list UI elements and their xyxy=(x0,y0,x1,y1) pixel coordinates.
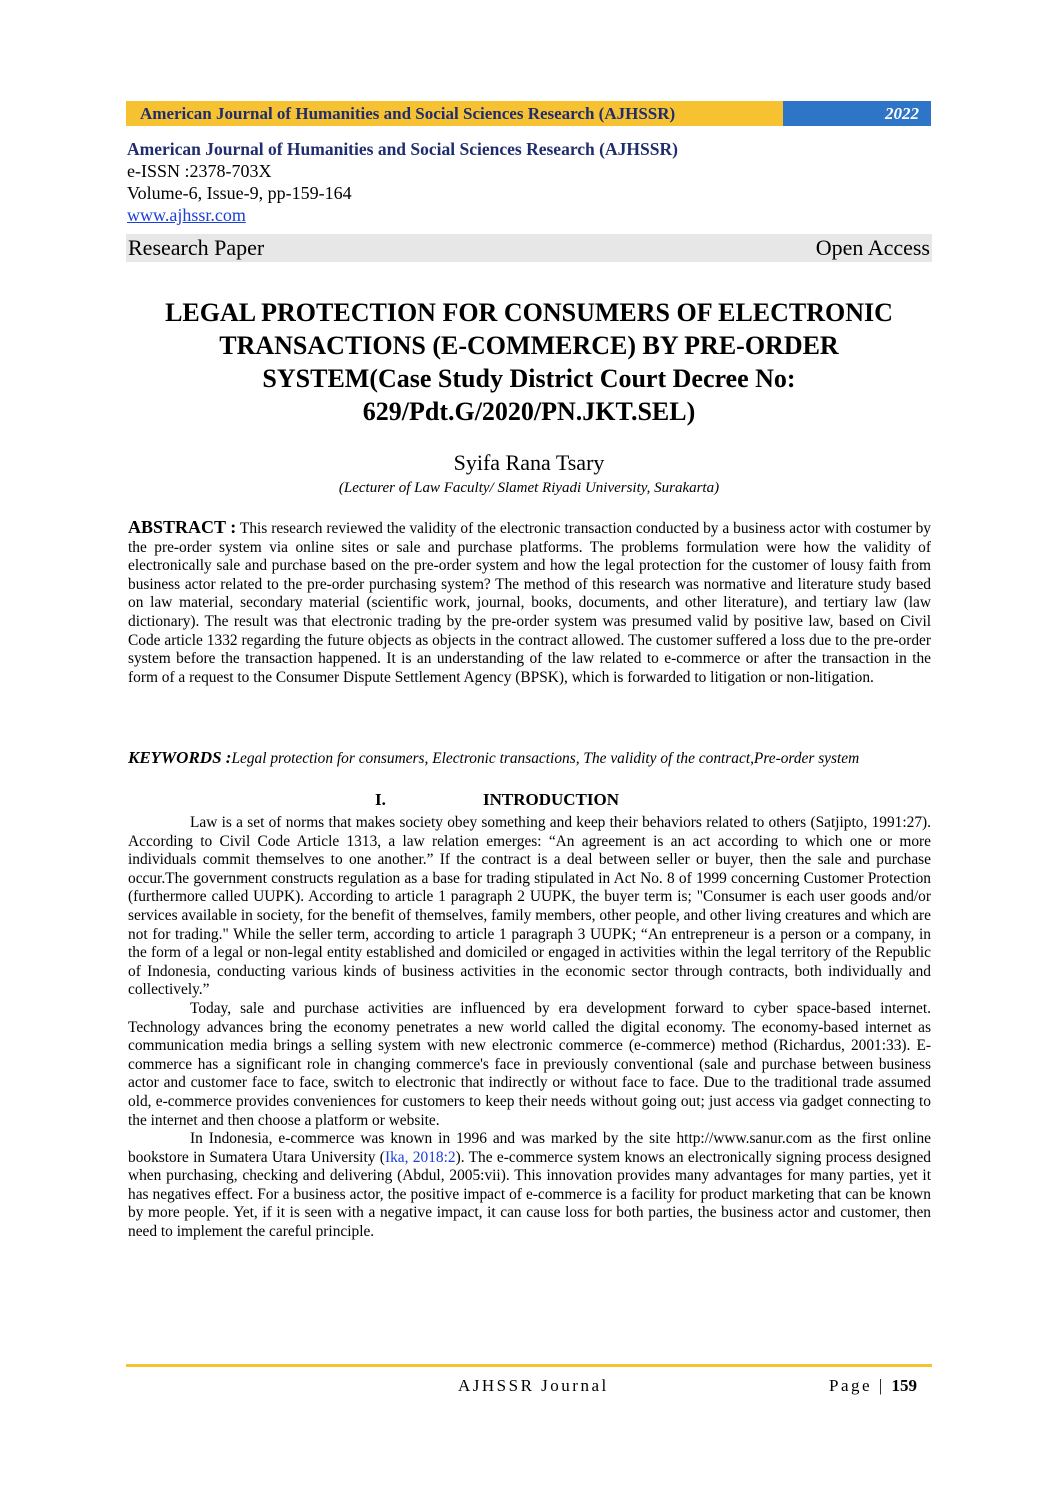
intro-paragraph: Today, sale and purchase activities are influenced by era development forward to cyber space-based internet. Technology advances bring the economy penetrates a new world called the digital economy. The economy-based internet as communication media brings a selling system with new electronic commerce (e-commerce) method (Richardus, 2001:33). E-commerce has a significant role in changing commerce's face in previously conventional (sale and purchase between business actor and customer face to face, switch to electronic that indirectly or without face to face. Due to the traditional trade assumed old, e-commerce provides conveniences for customers to keep their needs without going out; just access via gadget connecting to the internet and then choose a platform or website. xyxy=(128,999,931,1129)
abstract xyxy=(128,518,931,687)
running-header-journal: American Journal of Humanities and Social Sciences Research (AJHSSR) xyxy=(126,101,783,126)
intro-paragraph xyxy=(128,1130,931,1242)
abstract-text: This research reviewed the validity of the electronic transaction conducted by a business actor with costumer by the pre-order system via online sites or sale and purchase platforms. The problems formulation were how the validity of electronically sale and purchase based on the pre-order system and how the legal protection for the customer of lousy faith from business actor related to the pre-order purchasing system? The method of this research was normative and literature study based on law material, secondary material (scientific work, journal, books, documents, and other literature), and tertiary law (law dictionary). The result was that electronic trading by the pre-order system was presumed valid by positive law, based on Civil Code article 1332 regarding the future objects as objects in the contract allowed. The customer suffered a loss due to the pre-order system before the transaction happened. It is an understanding of the law related to e-commerce or after the transaction in the form of a request to the Consumer Dispute Settlement Agency (BPSK), which is forwarded to litigation or non-litigation. xyxy=(128,520,931,686)
journal-name: American Journal of Humanities and Social Sciences Research (AJHSSR) xyxy=(127,139,678,159)
intro-paragraph: Law is a set of norms that makes society obey something and keep their behaviors related to others (Satjipto, 1991:27). According to Civil Code Article 1313, a law relation emerges: “An agreement is an act according to which one or more individuals commit themselves to one another.” If the contract is a deal between seller or buyer, then the sale and purchase occur.The government constructs regulation as a base for trading stipulated in Act No. 8 of 1999 concerning Customer Protection (furthermore called UUPK). According to article 1 paragraph 2 UUPK, the buyer term is; "Consumer is each user goods and/or services available in society, for the benefit of themselves, family members, other people, and other living creatures and which are not for trading." While the seller term, according to article 1 paragraph 3 UUPK; “An entrepreneur is a person or a company, in the form of a legal or non-legal entity established and domiciled or engaged in activities within the legal territory of the Republic of Indonesia, conducting various kinds of business activities in the economic sector through contracts, both individually and collectively.” xyxy=(128,814,931,999)
introduction xyxy=(128,814,931,1242)
keywords-text: Legal protection for consumers, Electronic transactions, The validity of the contract,Pre-order system xyxy=(231,750,860,767)
footer-page xyxy=(829,1376,917,1396)
abstract-label: ABSTRACT : xyxy=(128,517,237,537)
intro-text: In Indonesia, e-commerce was known in 1996 and was marked by the site http://www.sanur.com as the first online bookstore in Sumatera Utara University ( xyxy=(128,1130,931,1166)
running-header xyxy=(126,101,931,126)
section-title: INTRODUCTION xyxy=(483,790,620,809)
website-link[interactable]: www.ajhssr.com xyxy=(127,205,246,225)
issn: e-ISSN :2378-703X xyxy=(127,161,272,181)
title-line: LEGAL PROTECTION FOR CONSUMERS OF ELECTRONIC xyxy=(165,298,893,327)
title-line: 629/Pdt.G/2020/PN.JKT.SEL) xyxy=(362,397,696,426)
author-affiliation: (Lecturer of Law Faculty/ Slamet Riyadi University, Surakarta) xyxy=(338,480,720,496)
title-line: TRANSACTIONS (E-COMMERCE) BY PRE-ORDER xyxy=(219,331,839,360)
paper-type: Research Paper xyxy=(128,235,265,260)
volume-info: Volume-6, Issue-9, pp-159-164 xyxy=(127,183,352,203)
running-header-year: 2022 xyxy=(783,101,931,126)
intro-text: ). The e-commerce system knows an electronically signing process designed when purchasing, checking and delivering (Abdul, 2005:vii). This innovation provides many advantages for many parties, yet it has negatives effect. For a business actor, the positive impact of e-commerce is a facility for product marketing that can be known by more people. Yet, if it is seen with a negative impact, it can cause loss for both parties, the business actor and customer, then need to implement the careful principle. xyxy=(128,1148,931,1241)
page-label: Page | xyxy=(829,1376,892,1395)
citation-link[interactable]: Ika, 2018:2 xyxy=(384,1148,456,1166)
author-name: Syifa Rana Tsary xyxy=(453,450,605,475)
footer-journal: AJHSSR Journal xyxy=(458,1376,609,1395)
keywords xyxy=(128,749,931,769)
section-number: I. xyxy=(375,790,386,809)
keywords-label: KEYWORDS : xyxy=(128,748,232,767)
journal-meta xyxy=(127,138,678,226)
access-type: Open Access xyxy=(815,235,930,260)
page-number: 159 xyxy=(891,1376,917,1395)
footer-divider xyxy=(126,1364,932,1367)
paper-type-bar xyxy=(126,234,932,262)
title-line: SYSTEM(Case Study District Court Decree No: xyxy=(262,364,796,393)
paper-title xyxy=(120,296,938,428)
